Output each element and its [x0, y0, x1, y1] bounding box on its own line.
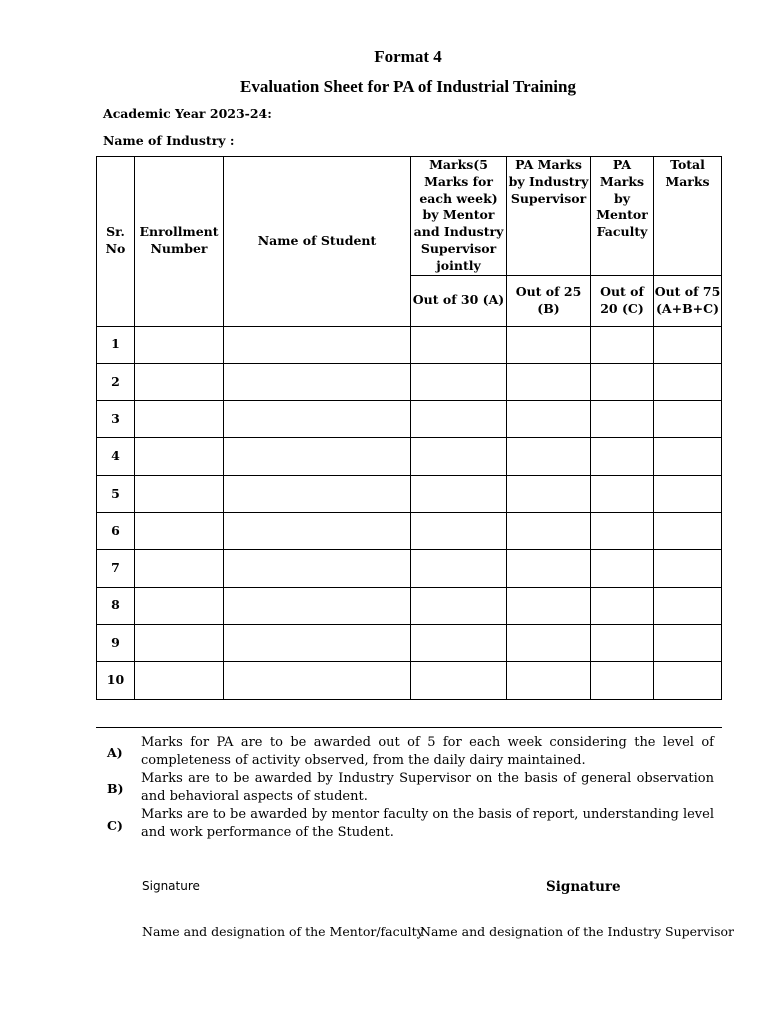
- total-marks-cell[interactable]: [654, 550, 722, 587]
- row-number: 5: [97, 475, 135, 512]
- enrollment-cell[interactable]: [135, 438, 224, 475]
- pa-mentor-cell[interactable]: [591, 624, 654, 661]
- note-letter-a: A): [107, 745, 123, 760]
- pa-mentor-cell[interactable]: [591, 475, 654, 512]
- enrollment-cell[interactable]: [135, 513, 224, 550]
- pa-industry-cell[interactable]: [507, 438, 591, 475]
- total-marks-cell[interactable]: [654, 624, 722, 661]
- pa-industry-cell[interactable]: [507, 587, 591, 624]
- enrollment-cell[interactable]: [135, 662, 224, 699]
- pa-industry-cell[interactable]: [507, 475, 591, 512]
- industry-name-label: Name of Industry :: [103, 133, 235, 148]
- table-row: [97, 624, 722, 661]
- row-number: 9: [97, 624, 135, 661]
- total-marks-cell[interactable]: [654, 662, 722, 699]
- subheader-pa-mentor: Out of 20 (C): [591, 275, 654, 326]
- row-number: 6: [97, 513, 135, 550]
- weekly-marks-cell[interactable]: [411, 401, 507, 438]
- subheader-total-marks: Out of 75 (A+B+C): [654, 275, 722, 326]
- note-text-a: Marks for PA are to be awarded out of 5 for each week considering the level of completeness of activity observed, from the daily dairy maintained.: [141, 735, 714, 768]
- weekly-marks-cell[interactable]: [411, 550, 507, 587]
- header-enrollment-number: Enrollment Number: [135, 157, 224, 327]
- format-label: Format 4: [374, 47, 442, 66]
- weekly-marks-cell[interactable]: [411, 438, 507, 475]
- header-student-name: Name of Student: [224, 157, 411, 327]
- student-name-cell[interactable]: [224, 624, 411, 661]
- weekly-marks-cell[interactable]: [411, 662, 507, 699]
- supervisor-designation-label: Name and designation of the Industry Supervisor: [420, 924, 735, 939]
- pa-mentor-cell[interactable]: [591, 513, 654, 550]
- pa-industry-cell[interactable]: [507, 401, 591, 438]
- weekly-marks-cell[interactable]: [411, 513, 507, 550]
- table-row: [97, 326, 722, 363]
- weekly-marks-cell[interactable]: [411, 326, 507, 363]
- mentor-designation-label: Name and designation of the Mentor/faculty: [142, 924, 424, 939]
- header-pa-mentor: PA Marks by Mentor Faculty: [591, 157, 654, 276]
- mentor-signature-label: Signature: [142, 879, 200, 893]
- notes-block: [141, 734, 714, 842]
- pa-mentor-cell[interactable]: [591, 438, 654, 475]
- total-marks-cell[interactable]: [654, 401, 722, 438]
- student-name-cell[interactable]: [224, 550, 411, 587]
- pa-mentor-cell[interactable]: [591, 401, 654, 438]
- table-row: [97, 513, 722, 550]
- divider: [96, 727, 722, 728]
- table-row: [97, 438, 722, 475]
- table-row: [97, 550, 722, 587]
- row-number: 1: [97, 326, 135, 363]
- note-letter-b: B): [107, 781, 124, 796]
- weekly-marks-cell[interactable]: [411, 587, 507, 624]
- total-marks-cell[interactable]: [654, 587, 722, 624]
- weekly-marks-cell[interactable]: [411, 363, 507, 400]
- pa-industry-cell[interactable]: [507, 326, 591, 363]
- header-weekly-marks: Marks(5 Marks for each week) by Mentor and Industry Supervisor jointly: [411, 157, 507, 276]
- subheader-weekly-marks: Out of 30 (A): [411, 275, 507, 326]
- enrollment-cell[interactable]: [135, 363, 224, 400]
- table-row: [97, 662, 722, 699]
- row-number: 3: [97, 401, 135, 438]
- row-number: 4: [97, 438, 135, 475]
- pa-mentor-cell[interactable]: [591, 363, 654, 400]
- pa-industry-cell[interactable]: [507, 513, 591, 550]
- total-marks-cell[interactable]: [654, 475, 722, 512]
- student-name-cell[interactable]: [224, 475, 411, 512]
- pa-industry-cell[interactable]: [507, 363, 591, 400]
- enrollment-cell[interactable]: [135, 401, 224, 438]
- table-row: [97, 401, 722, 438]
- student-name-cell[interactable]: [224, 326, 411, 363]
- pa-mentor-cell[interactable]: [591, 587, 654, 624]
- student-name-cell[interactable]: [224, 363, 411, 400]
- table-row: [97, 587, 722, 624]
- total-marks-cell[interactable]: [654, 326, 722, 363]
- pa-mentor-cell[interactable]: [591, 662, 654, 699]
- student-name-cell[interactable]: [224, 438, 411, 475]
- page-title: Evaluation Sheet for PA of Industrial Training: [240, 77, 576, 96]
- pa-mentor-cell[interactable]: [591, 550, 654, 587]
- note-text-b: Marks are to be awarded by Industry Supervisor on the basis of general observation and behavioral aspects of student.: [141, 771, 714, 804]
- weekly-marks-cell[interactable]: [411, 475, 507, 512]
- row-number: 8: [97, 587, 135, 624]
- note-letter-c: C): [107, 818, 123, 833]
- total-marks-cell[interactable]: [654, 438, 722, 475]
- enrollment-cell[interactable]: [135, 475, 224, 512]
- student-name-cell[interactable]: [224, 662, 411, 699]
- pa-industry-cell[interactable]: [507, 662, 591, 699]
- weekly-marks-cell[interactable]: [411, 624, 507, 661]
- academic-year-label: Academic Year 2023-24:: [103, 106, 272, 121]
- row-number: 2: [97, 363, 135, 400]
- total-marks-cell[interactable]: [654, 513, 722, 550]
- pa-industry-cell[interactable]: [507, 550, 591, 587]
- enrollment-cell[interactable]: [135, 550, 224, 587]
- enrollment-cell[interactable]: [135, 624, 224, 661]
- header-sr-no: Sr. No: [97, 157, 135, 327]
- row-number: 7: [97, 550, 135, 587]
- note-text-c: Marks are to be awarded by mentor faculty on the basis of report, understanding level and work performance of the Student.: [141, 807, 714, 840]
- row-number: 10: [97, 662, 135, 699]
- pa-mentor-cell[interactable]: [591, 326, 654, 363]
- pa-industry-cell[interactable]: [507, 624, 591, 661]
- total-marks-cell[interactable]: [654, 363, 722, 400]
- table-row: [97, 363, 722, 400]
- supervisor-signature-label: Signature: [546, 879, 621, 895]
- enrollment-cell[interactable]: [135, 587, 224, 624]
- student-name-cell[interactable]: [224, 513, 411, 550]
- header-total-marks: Total Marks: [654, 157, 722, 276]
- header-pa-industry: PA Marks by Industry Supervisor: [507, 157, 591, 276]
- student-name-cell[interactable]: [224, 587, 411, 624]
- enrollment-cell[interactable]: [135, 326, 224, 363]
- table-row: [97, 475, 722, 512]
- subheader-pa-industry: Out of 25 (B): [507, 275, 591, 326]
- evaluation-table: [96, 156, 722, 700]
- student-name-cell[interactable]: [224, 401, 411, 438]
